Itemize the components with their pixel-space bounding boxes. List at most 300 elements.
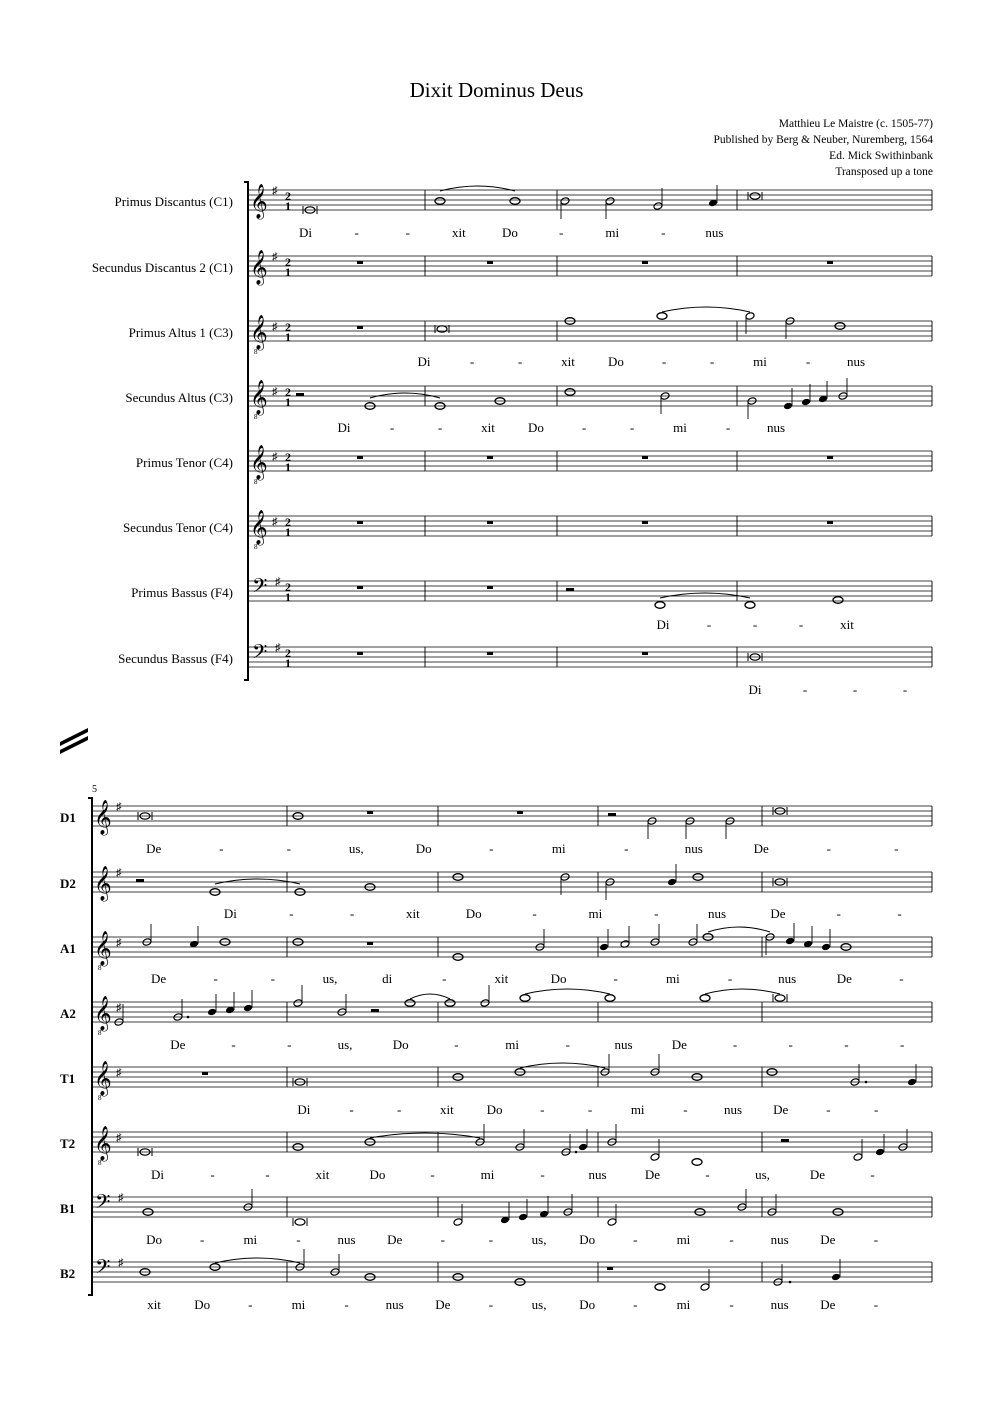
tenor-8: 8 bbox=[254, 478, 258, 486]
lyric-syllable: us, bbox=[348, 841, 364, 856]
lyric-syllable: - bbox=[899, 971, 904, 986]
breve-note bbox=[775, 995, 785, 1001]
lyric-syllable: mi bbox=[243, 1232, 258, 1247]
part-name: Secundus Altus (C3) bbox=[125, 390, 233, 405]
lyric-syllable: Do bbox=[194, 1297, 211, 1312]
publisher-credit: Published by Berg & Neuber, Nuremberg, 1564 bbox=[713, 134, 933, 146]
half-note bbox=[605, 197, 615, 206]
breve-rest bbox=[642, 261, 648, 264]
lyric-syllable: - bbox=[344, 1297, 349, 1312]
time-signature: 2 bbox=[285, 646, 291, 660]
lyric-syllable: xit bbox=[315, 1167, 330, 1182]
tie bbox=[660, 593, 750, 598]
score-title: Dixit Dominus Deus bbox=[409, 78, 584, 102]
quarter-note bbox=[667, 878, 677, 887]
key-signature-sharp: ♯ bbox=[272, 321, 278, 333]
lyric-syllable: - bbox=[727, 971, 733, 986]
tenor-8: 8 bbox=[98, 1159, 102, 1167]
lyric-syllable: Do bbox=[392, 1037, 409, 1052]
tenor-8: 8 bbox=[98, 1029, 102, 1037]
lyric-syllable: - bbox=[231, 1037, 236, 1052]
part-name: Secundus Bassus (F4) bbox=[118, 651, 233, 666]
quarter-note bbox=[831, 1273, 841, 1282]
lyric-syllable: - bbox=[802, 682, 808, 697]
time-signature: 1 bbox=[285, 199, 291, 213]
lyric-syllable: - bbox=[725, 420, 731, 435]
lyric-syllable: - bbox=[633, 1297, 638, 1312]
half-note bbox=[745, 312, 755, 321]
lyric-syllable: - bbox=[558, 225, 564, 240]
whole-note bbox=[655, 602, 665, 609]
lyric-syllable: - bbox=[633, 1232, 638, 1247]
lyric-syllable: - bbox=[902, 682, 908, 697]
lyric-syllable: mi bbox=[676, 1232, 691, 1247]
part-name: T1 bbox=[60, 1071, 76, 1086]
lyric-syllable: xit bbox=[561, 354, 575, 369]
lyric-syllable: - bbox=[488, 1297, 494, 1312]
lyric-syllable: xit bbox=[147, 1297, 161, 1312]
treble-clef: 𝄞 bbox=[250, 380, 268, 415]
lyric-syllable: Do bbox=[579, 1297, 596, 1312]
breve-rest bbox=[487, 586, 493, 589]
lyric-syllable: - bbox=[270, 971, 276, 986]
treble-clef: 𝄞 bbox=[94, 931, 112, 966]
breve-rest bbox=[357, 326, 363, 329]
whole-note bbox=[833, 597, 843, 604]
half-rest bbox=[371, 1009, 379, 1012]
lyric-syllable: - bbox=[805, 354, 811, 369]
quarter-note bbox=[783, 402, 793, 411]
lyric-syllable: us, bbox=[531, 1232, 547, 1247]
key-signature-sharp: ♯ bbox=[272, 386, 278, 398]
lyric-syllable: - bbox=[349, 1102, 354, 1117]
quarter-note bbox=[821, 943, 831, 952]
whole-note bbox=[510, 198, 520, 205]
key-signature-sharp: ♯ bbox=[116, 1002, 122, 1014]
tie bbox=[525, 989, 610, 994]
tie bbox=[370, 393, 440, 398]
breve-rest bbox=[487, 652, 493, 655]
bar-number: 5 bbox=[92, 784, 97, 795]
lyric-syllable: - bbox=[354, 225, 359, 240]
whole-note bbox=[445, 1000, 455, 1007]
lyric-syllable: De bbox=[773, 1102, 789, 1117]
lyric-syllable: Di bbox=[223, 906, 237, 921]
key-signature-sharp: ♯ bbox=[272, 516, 278, 528]
time-signature: 1 bbox=[285, 330, 291, 344]
lyric-syllable: - bbox=[349, 906, 355, 921]
part-name: Secundus Discantus 2 (C1) bbox=[91, 260, 233, 275]
breve-rest bbox=[202, 1072, 208, 1075]
lyric-syllable: Do bbox=[528, 420, 544, 435]
lyric-syllable: - bbox=[624, 841, 629, 856]
time-signature: 2 bbox=[285, 580, 291, 594]
lyric-syllable: De bbox=[435, 1297, 451, 1312]
quarter-note bbox=[907, 1078, 917, 1087]
tie bbox=[708, 927, 770, 932]
lyric-syllable: xit bbox=[481, 420, 495, 435]
whole-note bbox=[605, 995, 615, 1002]
half-rest bbox=[608, 813, 616, 816]
lyric-syllable: De bbox=[387, 1232, 403, 1247]
breve-rest bbox=[827, 261, 833, 264]
lyric-syllable: - bbox=[788, 1037, 793, 1052]
time-signature: 2 bbox=[285, 450, 291, 464]
lyric-syllable: De bbox=[150, 971, 167, 986]
lyric-syllable: De bbox=[753, 841, 769, 856]
time-signature: 1 bbox=[285, 590, 291, 604]
lyric-syllable: - bbox=[296, 1232, 301, 1247]
lyric-syllable: Di bbox=[417, 354, 431, 369]
key-signature-sharp: ♯ bbox=[275, 642, 281, 654]
time-signature: 1 bbox=[285, 395, 291, 409]
lyric-syllable: Do bbox=[486, 1102, 503, 1117]
lyric-syllable: nus bbox=[778, 971, 797, 986]
lyric-syllable: Do bbox=[550, 971, 567, 986]
lyric-syllable: - bbox=[210, 1167, 215, 1182]
composer-credit: Matthieu Le Maistre (c. 1505-77) bbox=[778, 118, 933, 130]
breve-rest bbox=[357, 456, 363, 459]
lyric-syllable: - bbox=[405, 225, 410, 240]
breve-rest bbox=[642, 652, 648, 655]
breve-rest bbox=[642, 456, 648, 459]
lyric-syllable: - bbox=[798, 617, 804, 632]
lyric-syllable: nus bbox=[705, 225, 724, 240]
lyric-syllable: Di bbox=[299, 225, 313, 240]
tenor-8: 8 bbox=[98, 964, 102, 972]
part-name: Primus Tenor (C4) bbox=[135, 455, 233, 470]
lyric-syllable: - bbox=[870, 1167, 875, 1182]
tie bbox=[662, 307, 750, 312]
breve-rest bbox=[607, 1267, 613, 1270]
half-note bbox=[293, 999, 303, 1008]
breve-rest bbox=[827, 521, 833, 524]
time-signature: 1 bbox=[285, 525, 291, 539]
lyric-syllable: - bbox=[219, 841, 224, 856]
lyric-syllable: nus bbox=[766, 420, 786, 435]
part-name: T2 bbox=[60, 1136, 76, 1151]
key-signature-sharp: ♯ bbox=[272, 451, 278, 463]
lyric-syllable: mi bbox=[753, 354, 767, 369]
lyric-syllable: - bbox=[661, 354, 667, 369]
part-name: D1 bbox=[60, 810, 76, 825]
half-note bbox=[453, 1218, 463, 1227]
lyric-syllable: - bbox=[397, 1102, 402, 1117]
time-signature: 2 bbox=[285, 385, 291, 399]
breve-rest bbox=[357, 652, 363, 655]
breve-rest bbox=[517, 811, 523, 814]
half-note bbox=[853, 1153, 863, 1162]
lyric-syllable: Do bbox=[369, 1167, 386, 1182]
breve-note bbox=[750, 193, 760, 199]
half-note bbox=[650, 1153, 660, 1162]
lyric-syllable: - bbox=[587, 1102, 593, 1117]
lyric-syllable: De bbox=[644, 1167, 661, 1182]
lyric-syllable: - bbox=[705, 1167, 710, 1182]
lyric-syllable: - bbox=[661, 225, 666, 240]
whole-note bbox=[565, 389, 575, 396]
lyric-syllable: - bbox=[873, 1102, 879, 1117]
quarter-note bbox=[785, 937, 795, 946]
tenor-8: 8 bbox=[254, 543, 258, 551]
lyric-syllable: mi bbox=[665, 971, 680, 986]
half-rest bbox=[296, 393, 304, 396]
lyric-syllable: Do bbox=[608, 354, 624, 369]
lyric-syllable: - bbox=[706, 617, 712, 632]
part-name: Primus Altus 1 (C3) bbox=[128, 325, 233, 340]
lyric-syllable: De bbox=[671, 1037, 687, 1052]
key-signature-sharp: ♯ bbox=[116, 801, 122, 813]
lyric-syllable: - bbox=[389, 420, 395, 435]
part-name: A1 bbox=[60, 941, 76, 956]
breve-rest bbox=[357, 586, 363, 589]
lyric-syllable: - bbox=[454, 1037, 459, 1052]
lyric-syllable: nus bbox=[684, 841, 703, 856]
part-name: B1 bbox=[60, 1201, 76, 1216]
half-note bbox=[560, 197, 570, 206]
time-signature: 1 bbox=[285, 460, 291, 474]
bass-clef: 𝄢 bbox=[95, 1255, 111, 1283]
treble-clef: 𝄞 bbox=[94, 996, 112, 1031]
lyric-syllable: De bbox=[770, 906, 786, 921]
lyric-syllable: nus bbox=[337, 1232, 356, 1247]
whole-note bbox=[745, 602, 755, 609]
lyric-syllable: nus bbox=[588, 1167, 607, 1182]
lyric-syllable: xit bbox=[840, 617, 854, 632]
treble-clef: 𝄞 bbox=[250, 445, 268, 480]
quarter-note bbox=[578, 1143, 588, 1152]
key-signature-sharp: ♯ bbox=[272, 251, 278, 263]
lyric-syllable: De bbox=[820, 1297, 836, 1312]
breve-rest bbox=[827, 456, 833, 459]
lyric-syllable: - bbox=[683, 1102, 688, 1117]
lyric-syllable: - bbox=[732, 1037, 738, 1052]
bass-clef: 𝄢 bbox=[95, 1190, 111, 1218]
lyric-syllable: - bbox=[430, 1167, 435, 1182]
key-signature-sharp: ♯ bbox=[116, 1067, 122, 1079]
lyric-syllable: mi bbox=[291, 1297, 306, 1312]
half-rest bbox=[566, 588, 574, 591]
breve-rest bbox=[487, 456, 493, 459]
treble-clef: 𝄞 bbox=[250, 250, 268, 285]
lyric-syllable: xit bbox=[494, 971, 509, 986]
lyric-syllable: - bbox=[729, 1297, 734, 1312]
lyric-syllable: mi bbox=[588, 906, 603, 921]
key-signature-sharp: ♯ bbox=[116, 1132, 122, 1144]
lyric-syllable: xit bbox=[406, 906, 420, 921]
treble-clef: 𝄞 bbox=[94, 1126, 112, 1161]
lyric-syllable: - bbox=[532, 906, 537, 921]
quarter-note bbox=[801, 398, 811, 407]
lyric-syllable: nus bbox=[385, 1297, 404, 1312]
whole-note bbox=[405, 1000, 415, 1007]
lyric-syllable: - bbox=[581, 420, 587, 435]
half-note bbox=[700, 1283, 710, 1292]
lyric-syllable: De bbox=[809, 1167, 826, 1182]
lyric-syllable: De bbox=[820, 1232, 836, 1247]
lyric-syllable: - bbox=[442, 971, 447, 986]
whole-note bbox=[520, 995, 530, 1002]
treble-clef: 𝄞 bbox=[250, 510, 268, 545]
time-signature: 2 bbox=[285, 515, 291, 529]
lyric-syllable: - bbox=[826, 841, 831, 856]
lyric-syllable: - bbox=[469, 354, 475, 369]
transposition-credit: Transposed up a tone bbox=[835, 166, 933, 178]
lyric-syllable: - bbox=[488, 1232, 494, 1247]
lyric-syllable: - bbox=[489, 841, 494, 856]
lyric-syllable: - bbox=[289, 906, 294, 921]
half-rest bbox=[781, 1139, 789, 1142]
quarter-note bbox=[599, 943, 609, 952]
lyric-syllable: - bbox=[897, 906, 902, 921]
lyric-syllable: nus bbox=[724, 1102, 743, 1117]
system-bracket bbox=[244, 182, 248, 680]
lyric-syllable: - bbox=[437, 420, 443, 435]
lyric-syllable: di bbox=[382, 971, 393, 986]
key-signature-sharp: ♯ bbox=[116, 867, 122, 879]
augmentation-dot bbox=[575, 1151, 578, 1154]
lyric-syllable: - bbox=[517, 354, 523, 369]
lyric-syllable: - bbox=[844, 1037, 849, 1052]
part-name: Secundus Tenor (C4) bbox=[122, 520, 233, 535]
whole-note bbox=[655, 1284, 665, 1291]
whole-note bbox=[657, 313, 667, 320]
quarter-note bbox=[243, 1004, 253, 1013]
lyric-syllable: us, bbox=[531, 1297, 547, 1312]
lyric-syllable: mi bbox=[673, 420, 687, 435]
lyric-syllable: Do bbox=[146, 1232, 163, 1247]
lyric-syllable: - bbox=[613, 971, 618, 986]
lyric-syllable: - bbox=[873, 1232, 879, 1247]
breve-rest bbox=[367, 811, 373, 814]
lyric-syllable: - bbox=[265, 1167, 270, 1182]
lyric-syllable: - bbox=[852, 682, 858, 697]
lyric-syllable: mi bbox=[480, 1167, 495, 1182]
lyric-syllable: De bbox=[836, 971, 852, 986]
augmentation-dot bbox=[865, 1081, 868, 1084]
lyric-syllable: - bbox=[629, 420, 635, 435]
lyric-syllable: nus bbox=[614, 1037, 633, 1052]
whole-note bbox=[700, 995, 710, 1002]
half-note bbox=[607, 1218, 617, 1227]
time-signature: 1 bbox=[285, 265, 291, 279]
lyric-syllable: nus bbox=[708, 906, 727, 921]
lyric-syllable: - bbox=[286, 841, 291, 856]
lyric-syllable: nus bbox=[846, 354, 866, 369]
key-signature-sharp: ♯ bbox=[116, 937, 122, 949]
key-signature-sharp: ♯ bbox=[275, 576, 281, 588]
lyric-syllable: Di bbox=[297, 1102, 311, 1117]
lyric-syllable: - bbox=[899, 1037, 905, 1052]
lyric-syllable: - bbox=[654, 906, 659, 921]
tie bbox=[705, 989, 780, 994]
whole-note bbox=[435, 198, 445, 205]
lyric-syllable: - bbox=[540, 1167, 545, 1182]
editor-credit: Ed. Mick Swithinbank bbox=[829, 150, 933, 162]
lyric-syllable: us, bbox=[322, 971, 338, 986]
part-name: B2 bbox=[60, 1266, 76, 1281]
lyric-syllable: nus bbox=[770, 1297, 789, 1312]
lyric-syllable: Di bbox=[151, 1167, 164, 1182]
part-name: Primus Bassus (F4) bbox=[131, 585, 233, 600]
lyric-syllable: - bbox=[213, 971, 218, 986]
breve-rest bbox=[367, 942, 373, 945]
quarter-note bbox=[207, 1008, 217, 1017]
augmentation-dot bbox=[187, 1016, 190, 1019]
breve-rest bbox=[487, 261, 493, 264]
lyric-syllable: De bbox=[146, 841, 162, 856]
lyric-syllable: - bbox=[752, 617, 758, 632]
lyric-syllable: mi bbox=[551, 841, 566, 856]
lyric-syllable: - bbox=[894, 841, 899, 856]
half-rest bbox=[136, 879, 144, 882]
treble-clef: 𝄞 bbox=[250, 184, 268, 219]
breve-rest bbox=[642, 521, 648, 524]
lyric-syllable: - bbox=[873, 1297, 879, 1312]
breve-rest bbox=[357, 521, 363, 524]
time-signature: 2 bbox=[285, 255, 291, 269]
breve-rest bbox=[357, 261, 363, 264]
lyric-syllable: - bbox=[248, 1297, 253, 1312]
lyric-syllable: - bbox=[287, 1037, 292, 1052]
tenor-8: 8 bbox=[98, 1094, 102, 1102]
key-signature-sharp: ♯ bbox=[118, 1192, 124, 1204]
lyric-syllable: - bbox=[540, 1102, 545, 1117]
lyric-syllable: - bbox=[826, 1102, 831, 1117]
lyric-syllable: Do bbox=[502, 225, 518, 240]
lyric-syllable: mi bbox=[605, 225, 620, 240]
part-name: A2 bbox=[60, 1006, 76, 1021]
lyric-syllable: Di bbox=[748, 682, 762, 697]
part-name: Primus Discantus (C1) bbox=[114, 194, 233, 209]
lyric-syllable: xit bbox=[440, 1102, 454, 1117]
time-signature: 2 bbox=[285, 189, 291, 203]
lyric-syllable: - bbox=[440, 1232, 445, 1247]
lyric-syllable: Do bbox=[579, 1232, 596, 1247]
treble-clef: 𝄞 bbox=[250, 315, 268, 350]
half-note bbox=[653, 202, 663, 211]
lyric-syllable: Di bbox=[337, 420, 351, 435]
treble-clef: 𝄞 bbox=[94, 866, 112, 901]
tenor-8: 8 bbox=[254, 348, 258, 356]
lyric-syllable: us, bbox=[337, 1037, 353, 1052]
whole-note bbox=[692, 1159, 702, 1166]
lyric-syllable: Di bbox=[656, 617, 670, 632]
bass-clef: 𝄢 bbox=[252, 640, 268, 668]
tenor-8: 8 bbox=[254, 413, 258, 421]
half-note bbox=[480, 999, 490, 1008]
lyric-syllable: - bbox=[836, 906, 841, 921]
lyric-syllable: xit bbox=[452, 225, 466, 240]
lyric-syllable: mi bbox=[630, 1102, 645, 1117]
lyric-syllable: nus bbox=[770, 1232, 789, 1247]
breve-rest bbox=[487, 521, 493, 524]
treble-clef: 𝄞 bbox=[94, 800, 112, 835]
lyric-syllable: us, bbox=[755, 1167, 770, 1182]
quarter-note bbox=[518, 1213, 528, 1222]
lyric-syllable: mi bbox=[505, 1037, 520, 1052]
key-signature-sharp: ♯ bbox=[272, 185, 278, 197]
quarter-note bbox=[875, 1148, 885, 1157]
lyric-syllable: - bbox=[729, 1232, 734, 1247]
lyric-syllable: - bbox=[565, 1037, 571, 1052]
lyric-syllable: - bbox=[200, 1232, 205, 1247]
lyric-syllable: - bbox=[709, 354, 715, 369]
lyric-syllable: Do bbox=[415, 841, 432, 856]
system-bracket bbox=[88, 798, 92, 1295]
treble-clef: 𝄞 bbox=[94, 1061, 112, 1096]
tie bbox=[410, 994, 450, 999]
